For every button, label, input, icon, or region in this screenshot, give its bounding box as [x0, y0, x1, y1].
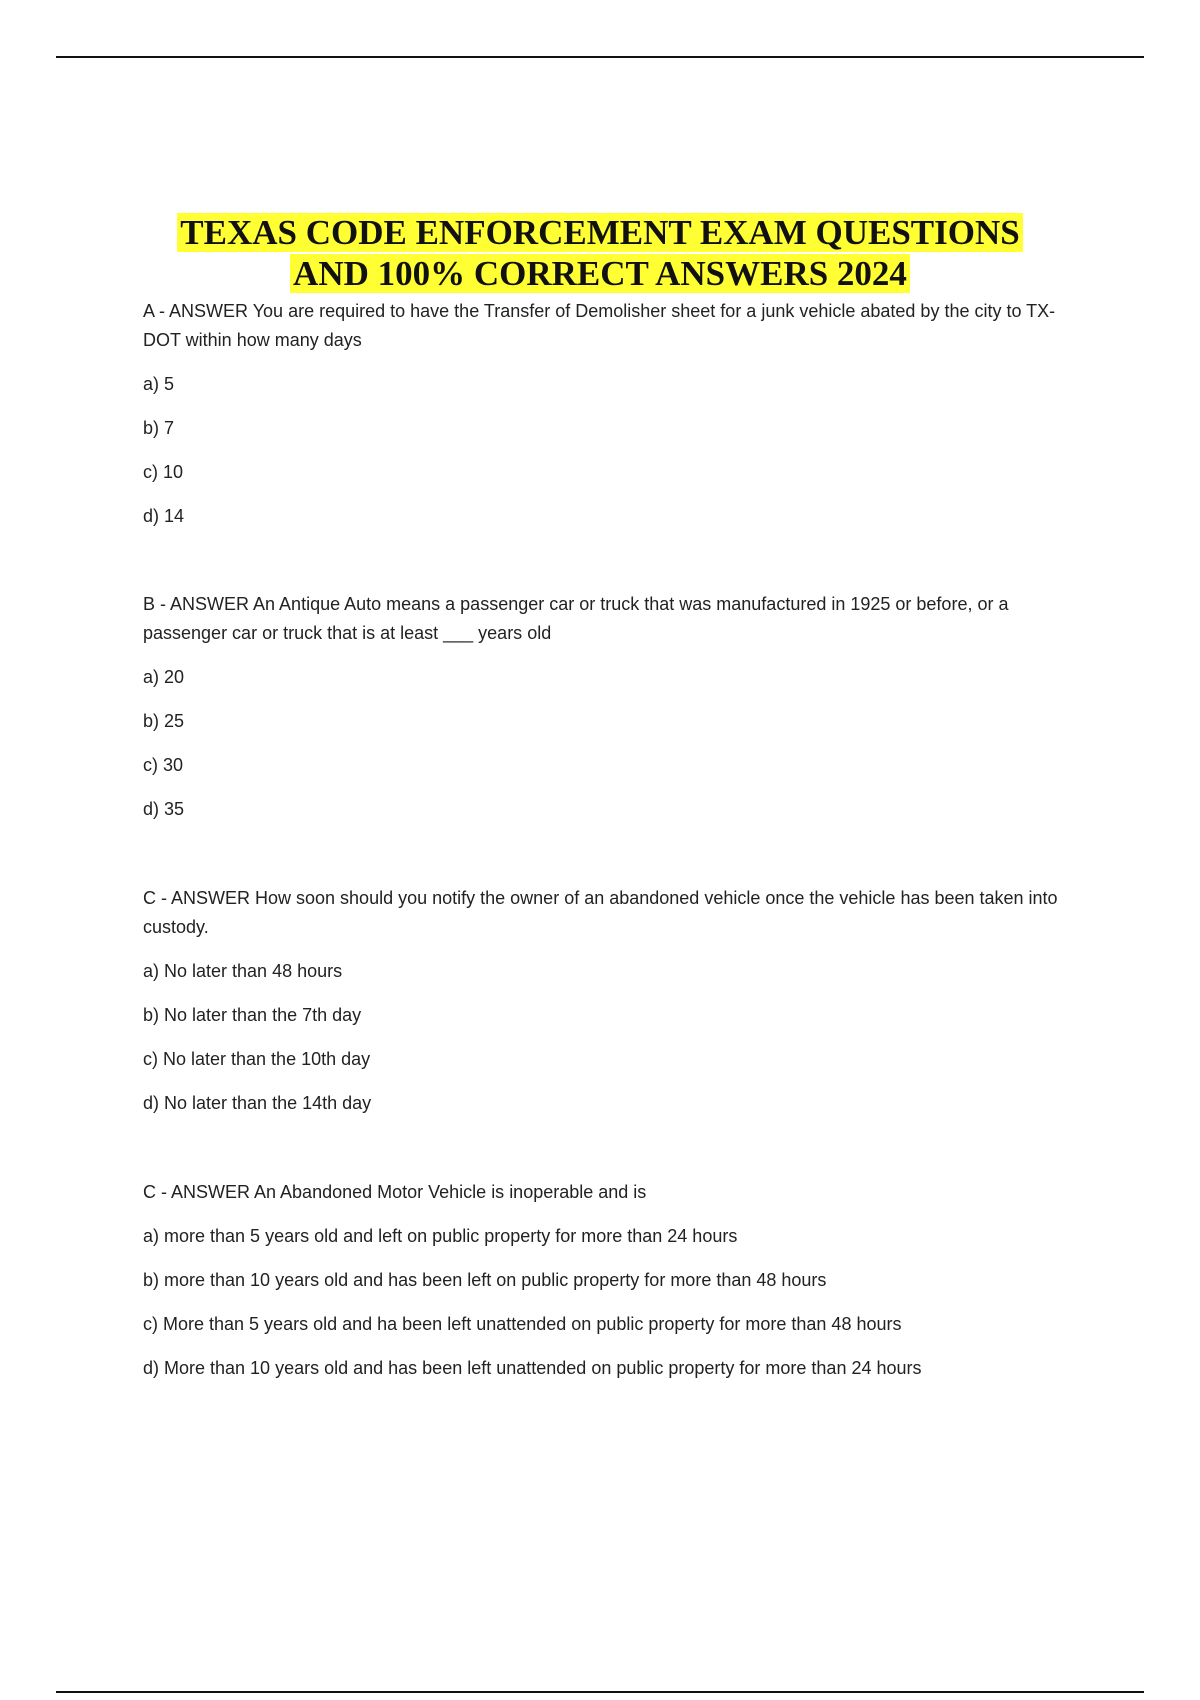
document-title — [140, 212, 1060, 294]
answer-option: d) 35 — [143, 798, 185, 819]
question-4 — [143, 1178, 1063, 1383]
question-text: C - ANSWER An Abandoned Motor Vehicle is inoperable and is — [143, 1182, 647, 1202]
answer-option: c) More than 5 years old and ha been left unattended on public property for more than 48 hours — [143, 1314, 902, 1334]
answer-option: a) No later than 48 hours — [143, 960, 343, 981]
answer-option: d) More than 10 years old and has been left unattended on public property for more than 24 hours — [143, 1358, 922, 1378]
top-rule — [56, 56, 1144, 58]
answer-option: c) No later than the 10th day — [143, 1048, 371, 1069]
question-text: C - ANSWER How soon should you notify the owner of an abandoned vehicle once the vehicle has been taken into custody. — [143, 888, 1058, 937]
bottom-rule — [56, 1691, 1144, 1693]
answer-option: b) 7 — [143, 417, 175, 438]
question-text: A - ANSWER You are required to have the Transfer of Demolisher sheet for a junk vehicle abated by the city to TX-DOT within how many days — [143, 301, 1056, 350]
answer-option: b) No later than the 7th day — [143, 1004, 362, 1025]
answer-option: c) 30 — [143, 754, 184, 775]
answer-option: a) 20 — [143, 666, 185, 687]
question-2 — [143, 590, 1063, 884]
title-line-1: TEXAS CODE ENFORCEMENT EXAM QUESTIONS — [177, 213, 1023, 252]
question-3 — [143, 884, 1063, 1178]
answer-option: a) more than 5 years old and left on public property for more than 24 hours — [143, 1226, 738, 1246]
answer-option: b) 25 — [143, 710, 185, 731]
answer-option: d) 14 — [143, 505, 185, 526]
answer-option: d) No later than the 14th day — [143, 1092, 372, 1113]
answer-option: c) 10 — [143, 461, 184, 482]
answer-option: b) more than 10 years old and has been left on public property for more than 48 hours — [143, 1270, 827, 1290]
title-line-2: AND 100% CORRECT ANSWERS 2024 — [290, 254, 910, 293]
answer-option: a) 5 — [143, 373, 175, 394]
question-1 — [143, 297, 1063, 590]
question-text: B - ANSWER An Antique Auto means a passenger car or truck that was manufactured in 1925 or before, or a passenger car or truck that is at least ___ years old — [143, 594, 1009, 643]
question-list — [143, 297, 1063, 1383]
